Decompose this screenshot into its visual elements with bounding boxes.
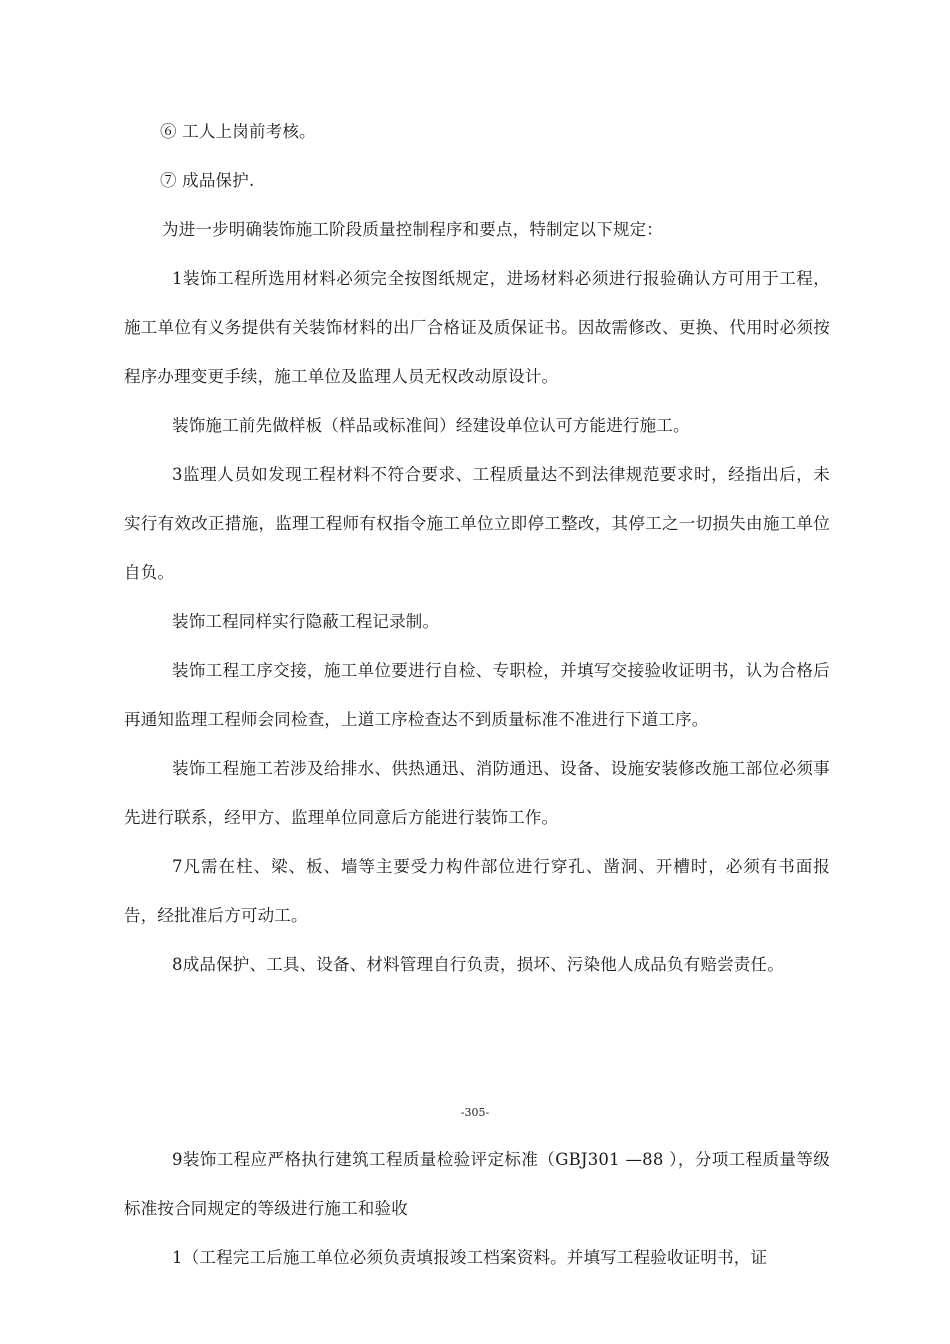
- rule-paragraph-5: 装饰工程工序交接，施工单位要进行自检、专职检，并填写交接验收证明书，认为合格后再通知监理工程师会同检查，上道工序检查达不到质量标准不准进行下道工序。: [124, 661, 830, 729]
- intro-paragraph: 为进一步明确装饰施工阶段质量控制程序和要点，特制定以下规定：: [162, 220, 663, 239]
- rule-paragraph-7: 7凡需在柱、梁、板、墙等主要受力构件部位进行穿孔、凿洞、开槽时，必须有书面报告，经批准后方可动工。: [124, 857, 830, 925]
- page-number: -305-: [460, 1106, 490, 1119]
- rule-paragraph-3: 3监理人员如发现工程材料不符合要求、工程质量达不到法律规范要求时，经指出后，未实行有效改正措施，监理工程师有权指令施工单位立即停工整改，其停工之一切损失由施工单位自负。: [124, 465, 830, 582]
- rule-paragraph-10: 1（工程完工后施工单位必须负责填报竣工档案资料。并填写工程验收证明书，证: [172, 1248, 768, 1267]
- rule-paragraph-2: 装饰施工前先做样板（样品或标准间）经建设单位认可方能进行施工。: [172, 416, 690, 435]
- list-item-7: ⑦ 成品保护.: [160, 171, 255, 190]
- rule-paragraph-9: 9装饰工程应严格执行建筑工程质量检验评定标准（GBJ301 —88 ），分项工程质量等级标准按合同规定的等级进行施工和验收: [124, 1150, 830, 1218]
- rule-paragraph-8: 8成品保护、工具、设备、材料管理自行负责，损坏、污染他人成品负有赔尝责任。: [172, 955, 784, 974]
- list-item-6: ⑥ 工人上岗前考核。: [160, 122, 316, 141]
- rule-paragraph-1: 1装饰工程所选用材料必须完全按图纸规定，进场材料必须进行报验确认方可用于工程，施工单位有义务提供有关装饰材料的出厂合格证及质保证书。因故需修改、更换、代用时必须按程序办理变更手续，施工单位及监理人员无权改动原设计。: [124, 269, 830, 386]
- rule-paragraph-4: 装饰工程同样实行隐蔽工程记录制。: [172, 612, 440, 631]
- rule-paragraph-6: 装饰工程施工若涉及给排水、供热通迅、消防通迅、设备、设施安装修改施工部位必须事先进行联系，经甲方、监理单位同意后方能进行装饰工作。: [124, 759, 830, 827]
